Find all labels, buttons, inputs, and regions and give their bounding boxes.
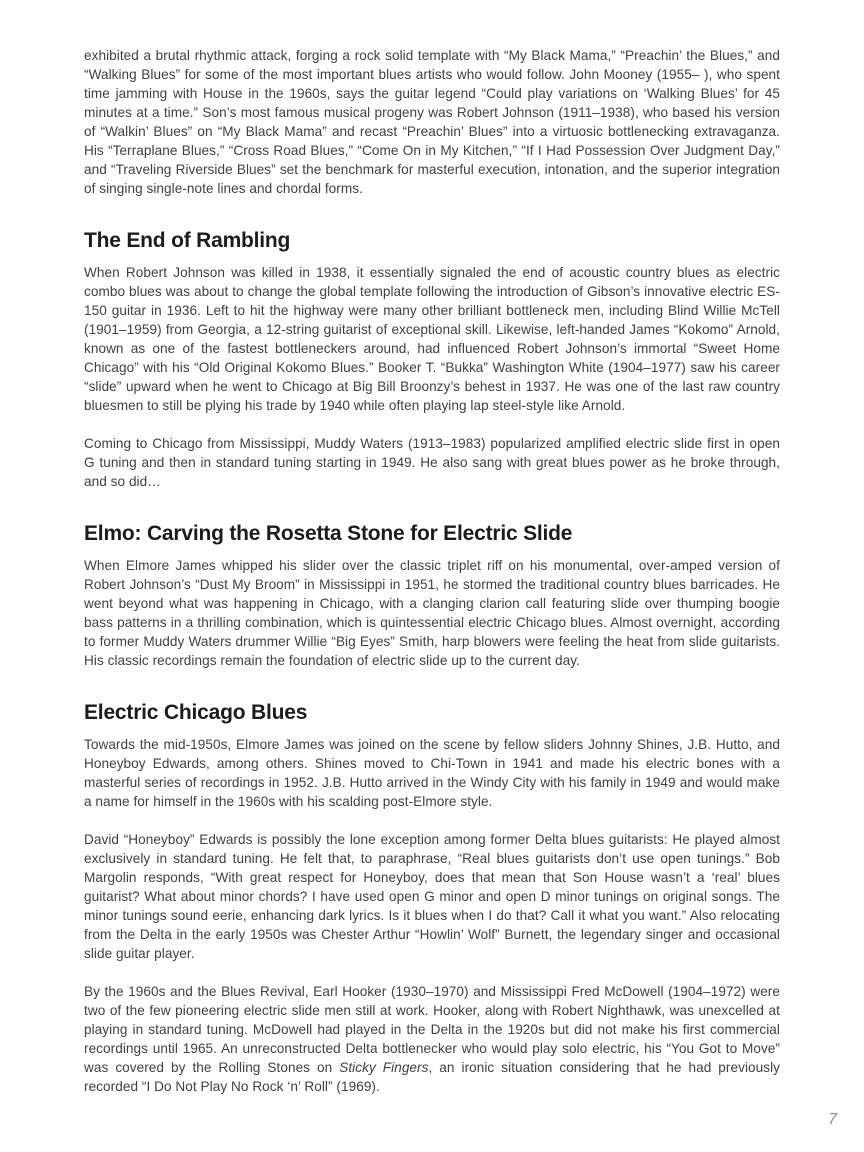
paragraph: When Elmore James whipped his slider over the classic triplet riff on his monumental, over-amped version of Robert Johnson’s “Dust My Broom” in Mississippi in 1951, he stormed the traditional country blues barricades. He went beyond what was happening in Chicago, with a clanging clarion call featuring slide over thumping boogie bass patterns in a thrilling combination, which is quintessential electric Chicago blues. Almost overnight, according to former Muddy Waters drummer Willie “Big Eyes” Smith, harp blowers were feeling the heat from slide guitarists. His classic recordings remain the foundation of electric slide up to the current day. (84, 558, 780, 668)
section-heading: Elmo: Carving the Rosetta Stone for Electric Slide (84, 522, 573, 545)
section-heading: Electric Chicago Blues (84, 701, 308, 724)
paragraph: When Robert Johnson was killed in 1938, it essentially signaled the end of acoustic country blues as electric combo blues was about to change the global template following the introduction of Gibson’s innovative electric ES-150 guitar in 1936. Left to hit the highway were many other brilliant bottleneck men, including Blind Willie McTell (1901–1959) from Georgia, a 12-string guitarist of exceptional skill. Likewise, left-handed James “Kokomo” Arnold, known as one of the fastest bottleneckers around, had influenced Robert Johnson’s immortal “Sweet Home Chicago” with his “Old Original Kokomo Blues.” Booker T. “Bukka” Washington White (1904–1977) saw his career “slide” upward when he went to Chicago at Big Bill Broonzy’s behest in 1937. He was one of the last raw country bluesmen to still be plying his trade by 1940 while often playing lap steel-style like Arnold. (84, 265, 780, 413)
paragraph-text: , an ironic situation considering that he had previously recorded “I Do Not Play No Rock ‘n’ Roll” (1969). (84, 1060, 781, 1094)
section-the-end-of-rambling (84, 229, 780, 491)
document-page-content (84, 46, 780, 1115)
paragraph: Towards the mid-1950s, Elmore James was joined on the scene by fellow sliders Johnny Shines, J.B. Hutto, and Honeyboy Edwards, among others. Shines moved to Chi-Town in 1941 and made his electric bones with a masterful series of recordings in 1952. J.B. Hutto arrived in the Windy City with his family in 1949 and would make a name for himself in the 1960s with his scalding post-Elmore style. (84, 737, 780, 809)
section-heading: The End of Rambling (84, 229, 291, 252)
section-electric-chicago-blues (84, 701, 780, 1096)
page-number: 7 (828, 1111, 837, 1128)
paragraph-text: By the 1960s and the Blues Revival, Earl Hooker (1930–1970) and Mississippi Fred McDowell (1904–1972) were two of the few pioneering electric slide men still at work. Hooker, along with Robert Nighthawk, was unexcelled at playing in standard tuning. McDowell had played in the Delta in the 1920s but did not make his first commercial recordings until 1965. An unreconstructed Delta bottlenecker who would play solo electric, his “You Got to Move” was covered by the Rolling Stones on (84, 984, 780, 1075)
paragraph (84, 982, 780, 1096)
intro-paragraph: exhibited a brutal rhythmic attack, forging a rock solid template with “My Black Mama,” “Preachin’ the Blues,” and “Walking Blues” for some of the most important blues artists who would follow. John Mooney (1955– ), who spent time jamming with House in the 1960s, says the guitar legend “Could play variations on ‘Walking Blues’ for 45 minutes at a time.” Son’s most famous musical progeny was Robert Johnson (1911–1938), who based his version of “Walkin’ Blues” on “My Black Mama” and recast “Preachin’ Blues” into a virtuosic bottlenecking extravaganza. His “Terraplane Blues,” “Cross Road Blues,” “Come On in My Kitchen,” “If I Had Possession Over Judgment Day,” and “Traveling Riverside Blues” set the benchmark for masterful execution, intonation, and the superior integration of singing single-note lines and chordal forms. (84, 48, 780, 196)
album-title-italic: Sticky Fingers (339, 1060, 429, 1075)
paragraph: Coming to Chicago from Mississippi, Muddy Waters (1913–1983) popularized amplified electric slide first in open G tuning and then in standard tuning starting in 1949. He also sang with great blues power as he broke through, and so did… (84, 436, 780, 489)
paragraph: David “Honeyboy” Edwards is possibly the lone exception among former Delta blues guitarists: He played almost exclusively in standard tuning. He felt that, to paraphrase, “Real blues guitarists don’t use open tunings.” Bob Margolin responds, “With great respect for Honeyboy, does that mean that Son House wasn’t a ‘real’ blues guitarist? What about minor chords? I have used open G minor and open D minor tunings on original songs. The minor tunings sound eerie, enhancing dark lyrics. Is it blues when I do that? Call it what you want.” Also relocating from the Delta in the early 1950s was Chester Arthur “Howlin’ Wolf” Burnett, the legendary singer and occasional slide guitar player. (84, 832, 780, 961)
section-elmo-rosetta-stone (84, 522, 780, 670)
